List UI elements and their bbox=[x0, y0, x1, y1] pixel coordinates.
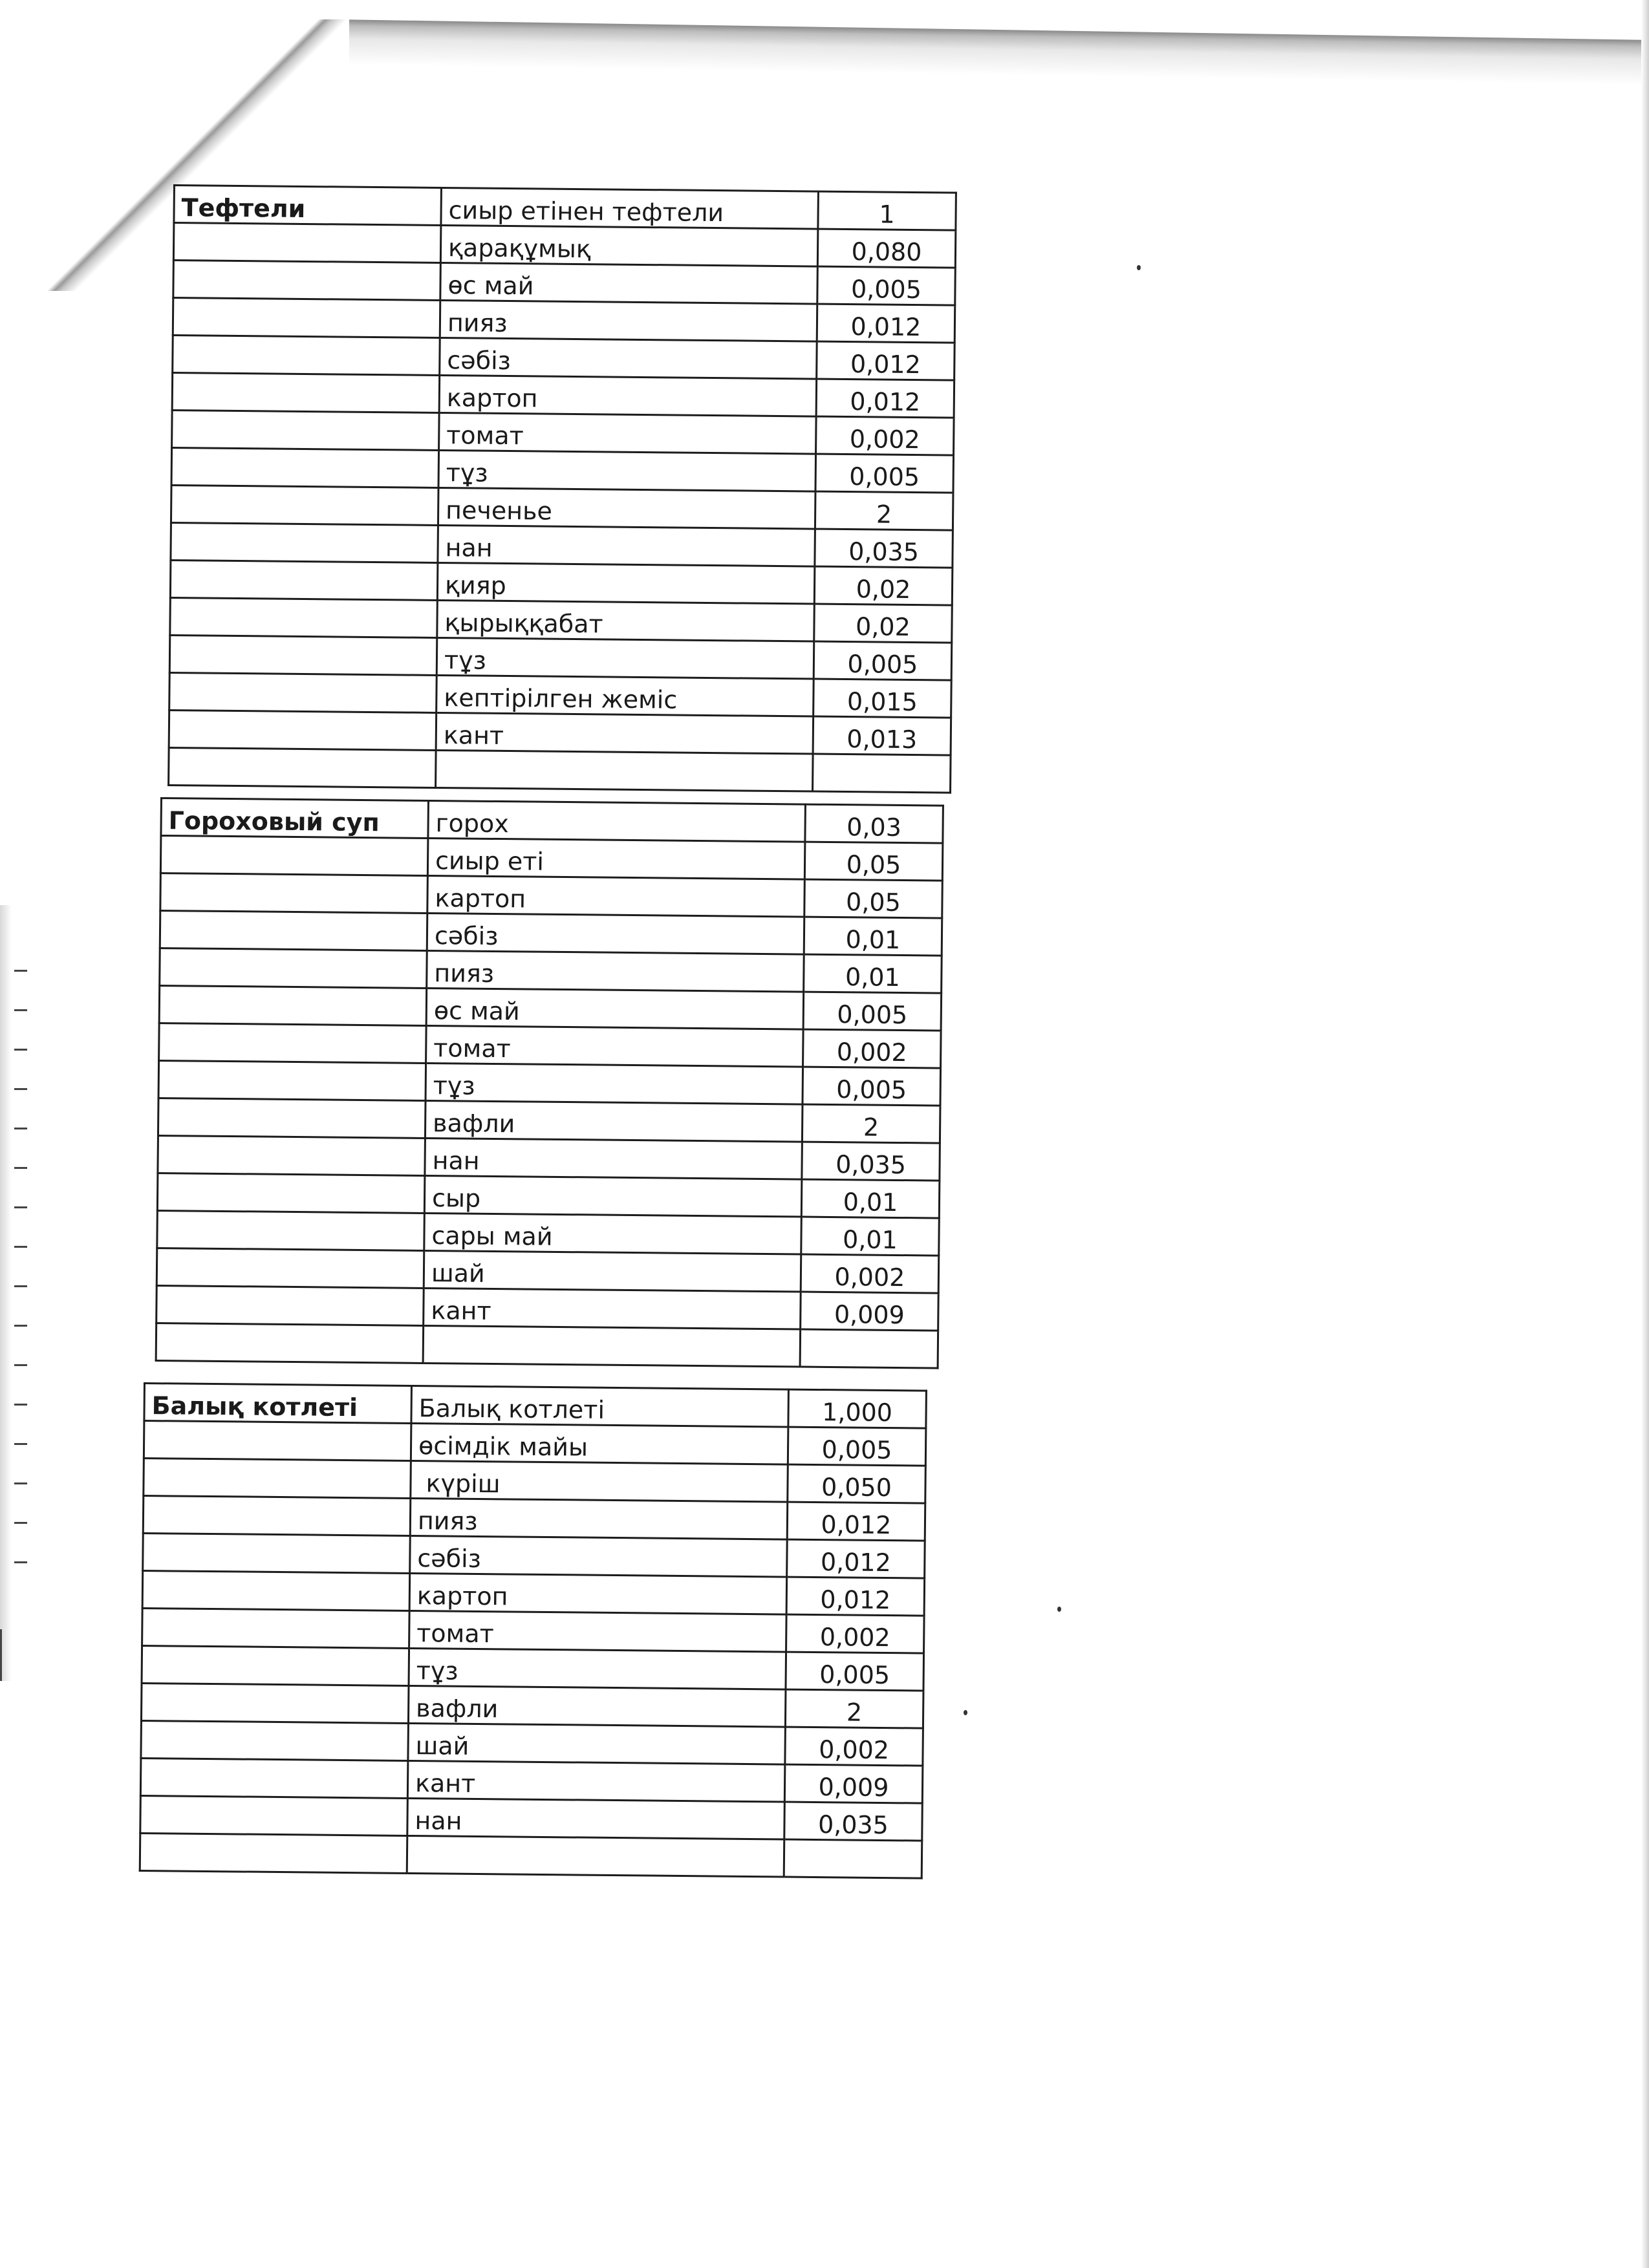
ingredient-qty: 0,005 bbox=[803, 992, 942, 1031]
scan-edge-spine bbox=[0, 1629, 2, 1681]
scan-edge-tick bbox=[14, 1285, 27, 1287]
dish-title: Балық котлеті bbox=[144, 1384, 412, 1424]
ingredient-qty: 0,012 bbox=[816, 379, 954, 418]
ingredient-name: кант bbox=[436, 712, 814, 754]
dish-title: Гороховый суп bbox=[161, 798, 429, 839]
ingredient-name: сары май bbox=[424, 1213, 802, 1254]
ingredient-qty: 0,080 bbox=[817, 229, 956, 268]
ingredient-name: картоп bbox=[427, 875, 805, 917]
ingredient-qty: 1 bbox=[818, 191, 956, 230]
ingredient-qty: 0,002 bbox=[785, 1727, 923, 1766]
ingredient-qty: 0,002 bbox=[801, 1254, 939, 1293]
ingredient-qty: 0,02 bbox=[814, 604, 953, 643]
ingredient-qty: 0,005 bbox=[817, 266, 956, 305]
scan-edge-tick bbox=[14, 1246, 27, 1248]
ingredient-name: кант bbox=[424, 1288, 801, 1329]
scan-edge-tick bbox=[14, 1522, 27, 1524]
ingredient-qty: 2 bbox=[815, 491, 953, 530]
ingredient-name: вафли bbox=[408, 1685, 786, 1727]
ingredient-name: печенье bbox=[438, 487, 815, 529]
ingredient-qty: 0,01 bbox=[804, 954, 942, 993]
ingredient-qty: 2 bbox=[785, 1689, 923, 1728]
scan-edge-tick bbox=[14, 1325, 27, 1327]
scan-edge-tick bbox=[14, 1167, 27, 1169]
ingredient-qty: 0,009 bbox=[784, 1764, 923, 1803]
scan-edge-tick bbox=[14, 1206, 27, 1208]
ingredient-name: Балық котлеті bbox=[411, 1385, 789, 1427]
ingredient-name: нан bbox=[407, 1798, 785, 1839]
ingredient-name: тұз bbox=[426, 1063, 803, 1104]
ingredient-qty: 0,05 bbox=[804, 879, 943, 918]
scan-edge-tick bbox=[14, 1364, 27, 1366]
menu-table-pea-soup bbox=[155, 797, 944, 1369]
ingredient-qty: 0,012 bbox=[786, 1577, 925, 1616]
scan-shadow-left bbox=[0, 905, 12, 1681]
ingredient-name: вафли bbox=[425, 1100, 803, 1142]
ingredient-qty: 2 bbox=[802, 1104, 940, 1143]
scan-speck bbox=[1057, 1607, 1061, 1612]
ingredient-name: нан bbox=[425, 1138, 803, 1179]
ingredient-name: кептірілген жеміс bbox=[436, 675, 814, 716]
ingredient-qty: 0,012 bbox=[787, 1502, 925, 1541]
ingredient-name: нан bbox=[438, 525, 815, 566]
ingredient-name: пияз bbox=[440, 300, 817, 341]
ingredient-name: шай bbox=[424, 1250, 801, 1292]
ingredient-qty: 0,013 bbox=[813, 716, 951, 755]
ingredient-qty: 0,01 bbox=[801, 1217, 940, 1256]
ingredient-name: сиыр етінен тефтели bbox=[441, 187, 819, 229]
ingredient-name: картоп bbox=[409, 1573, 787, 1614]
dish-title: Тефтели bbox=[174, 186, 442, 226]
ingredient-name: картоп bbox=[439, 375, 817, 416]
ingredient-name: қырыққабат bbox=[437, 600, 815, 641]
ingredient-qty: 0,01 bbox=[801, 1179, 940, 1218]
ingredient-name: өс май bbox=[426, 988, 804, 1029]
ingredient-qty: 0,002 bbox=[786, 1614, 925, 1653]
ingredient-name: шай bbox=[408, 1723, 786, 1764]
scan-speck bbox=[964, 1710, 967, 1715]
scan-edge-tick bbox=[14, 1443, 27, 1445]
ingredient-qty: 0,012 bbox=[817, 341, 955, 380]
ingredient-qty: 0,012 bbox=[817, 304, 955, 343]
table-row-empty bbox=[140, 1833, 922, 1878]
ingredient-qty: 0,015 bbox=[814, 679, 952, 718]
ingredient-qty: 0,005 bbox=[803, 1067, 941, 1106]
ingredient-qty: 0,002 bbox=[803, 1029, 942, 1068]
ingredient-qty: 0,005 bbox=[815, 454, 954, 493]
ingredient-name: томат bbox=[439, 412, 817, 454]
scan-edge-tick bbox=[14, 1404, 27, 1406]
ingredient-name: сәбіз bbox=[410, 1535, 788, 1577]
ingredient-qty: 0,002 bbox=[816, 416, 954, 455]
ingredient-qty: 1,000 bbox=[788, 1389, 927, 1428]
scan-speck bbox=[1137, 265, 1141, 270]
ingredient-name: өс май bbox=[440, 262, 818, 304]
ingredient-qty: 0,035 bbox=[784, 1802, 923, 1841]
ingredient-name: пияз bbox=[427, 950, 804, 992]
scan-edge-tick bbox=[14, 1049, 27, 1051]
ingredient-name: сиыр еті bbox=[427, 838, 805, 879]
scan-edge-tick bbox=[14, 1128, 27, 1129]
scan-shadow-right bbox=[1641, 0, 1649, 2268]
ingredient-qty: 0,009 bbox=[801, 1292, 939, 1331]
ingredient-name: томат bbox=[426, 1025, 804, 1067]
ingredient-name: қияр bbox=[437, 562, 815, 604]
ingredient-name: өсімдік майы bbox=[411, 1423, 788, 1464]
ingredient-qty: 0,01 bbox=[804, 917, 942, 956]
scan-edge-tick bbox=[14, 1482, 27, 1484]
table-row-empty bbox=[169, 747, 951, 793]
ingredient-name: күріш bbox=[411, 1460, 788, 1502]
ingredient-qty: 0,005 bbox=[786, 1652, 924, 1691]
ingredient-qty: 0,005 bbox=[814, 641, 952, 680]
table-row-empty bbox=[156, 1323, 938, 1368]
ingredient-qty: 0,03 bbox=[805, 804, 943, 843]
ingredient-name: сәбіз bbox=[427, 913, 804, 954]
ingredient-name: тұз bbox=[436, 637, 814, 679]
ingredient-name: кант bbox=[407, 1760, 785, 1802]
ingredient-qty: 0,02 bbox=[814, 566, 953, 605]
ingredient-name: томат bbox=[409, 1610, 787, 1652]
ingredient-name: тұз bbox=[438, 450, 816, 491]
ingredient-name: сәбіз bbox=[440, 337, 817, 379]
ingredient-qty: 0,005 bbox=[788, 1427, 926, 1466]
ingredient-name: тұз bbox=[409, 1648, 786, 1689]
ingredient-name: пияз bbox=[410, 1498, 788, 1539]
ingredient-qty: 0,035 bbox=[802, 1142, 940, 1181]
ingredient-qty: 0,012 bbox=[787, 1539, 925, 1578]
scan-edge-tick bbox=[14, 1009, 27, 1011]
scan-edge-tick bbox=[14, 1561, 27, 1563]
scan-edge-tick bbox=[14, 970, 27, 972]
ingredient-name: сыр bbox=[424, 1175, 802, 1217]
menu-table-fish-cutlet bbox=[139, 1382, 927, 1879]
ingredient-qty: 0,050 bbox=[788, 1464, 926, 1503]
ingredient-qty: 0,05 bbox=[804, 842, 943, 881]
ingredient-qty: 0,035 bbox=[815, 529, 953, 568]
menu-table-tefteli bbox=[167, 184, 957, 794]
scan-edge-tick bbox=[14, 1088, 27, 1090]
scan-shadow-top bbox=[336, 19, 1649, 85]
ingredient-name: қарақұмық bbox=[440, 225, 818, 266]
ingredient-name: горох bbox=[428, 800, 806, 842]
